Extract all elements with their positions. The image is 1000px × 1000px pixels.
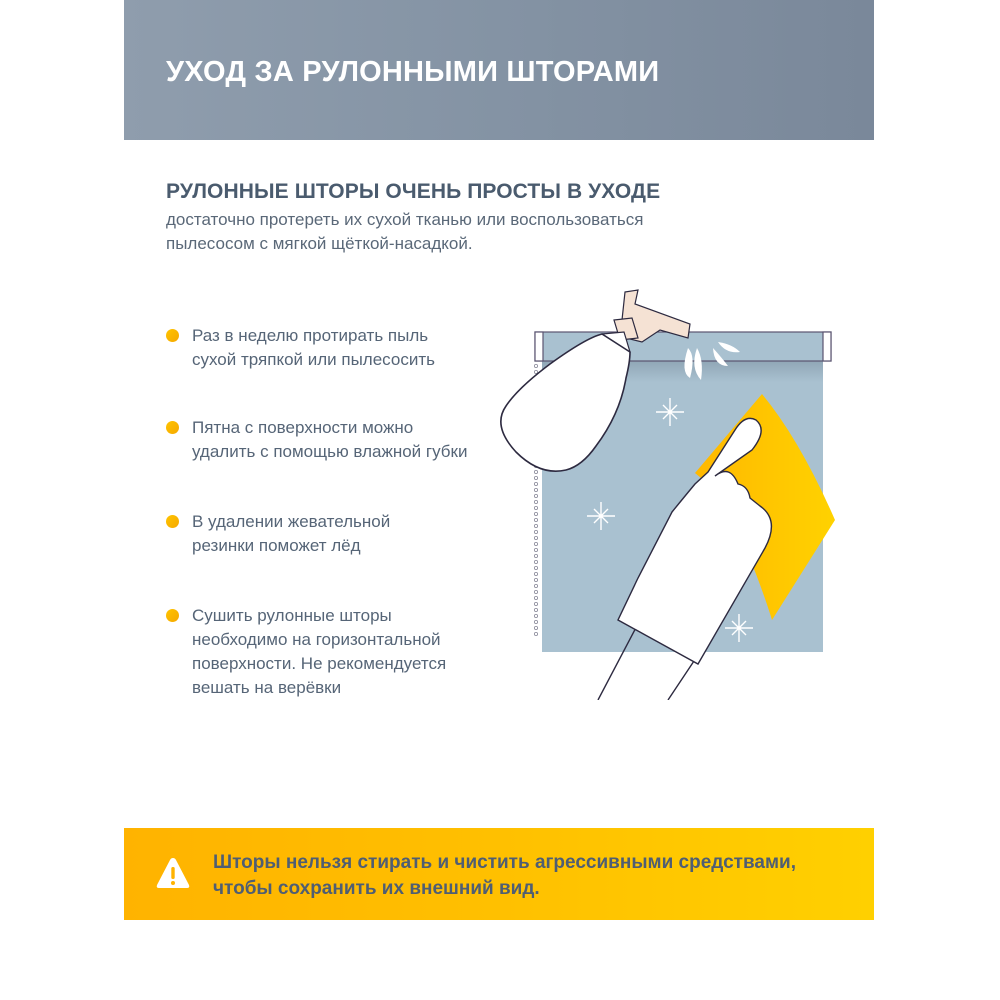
warning-line-1: Шторы нельзя стирать и чистить агрессивными средствами, (213, 852, 796, 873)
tip-text: Сушить рулонные шторы (192, 606, 392, 625)
warning-icon (156, 856, 190, 890)
intro-line-1: достаточно протереть их сухой тканью или воспользоваться (166, 210, 644, 229)
tip-text: поверхности. Не рекомендуется (192, 654, 447, 673)
tip-text: В удалении жевательной (192, 512, 391, 531)
bullet-dot-icon (166, 515, 179, 528)
tip-text: Пятна с поверхности можно (192, 418, 414, 437)
page-title: УХОД ЗА РУЛОННЫМИ ШТОРАМИ (166, 56, 660, 88)
intro-section (166, 180, 766, 256)
warning-line-2: чтобы сохранить их внешний вид. (213, 878, 540, 899)
intro-line-2: пылесосом с мягкой щёткой-насадкой. (166, 234, 473, 253)
tip-text: сухой тряпкой или пылесосить (192, 350, 435, 369)
bullet-dot-icon (166, 609, 179, 622)
tip-text: резинки поможет лёд (192, 536, 361, 555)
tip-text: вешать на верёвки (192, 678, 342, 697)
bullet-dot-icon (166, 329, 179, 342)
warning-text (213, 850, 833, 902)
tip-text: Раз в неделю протирать пыль (192, 326, 429, 345)
cleaning-illustration (490, 280, 850, 700)
tip-text: удалить с помощью влажной губки (192, 442, 468, 461)
warning-banner (124, 828, 874, 920)
intro-heading: РУЛОННЫЕ ШТОРЫ ОЧЕНЬ ПРОСТЫ В УХОДЕ (166, 180, 661, 203)
tip-text: необходимо на горизонтальной (192, 630, 441, 649)
bullet-dot-icon (166, 421, 179, 434)
header-banner (124, 0, 874, 140)
intro-text (166, 208, 766, 256)
